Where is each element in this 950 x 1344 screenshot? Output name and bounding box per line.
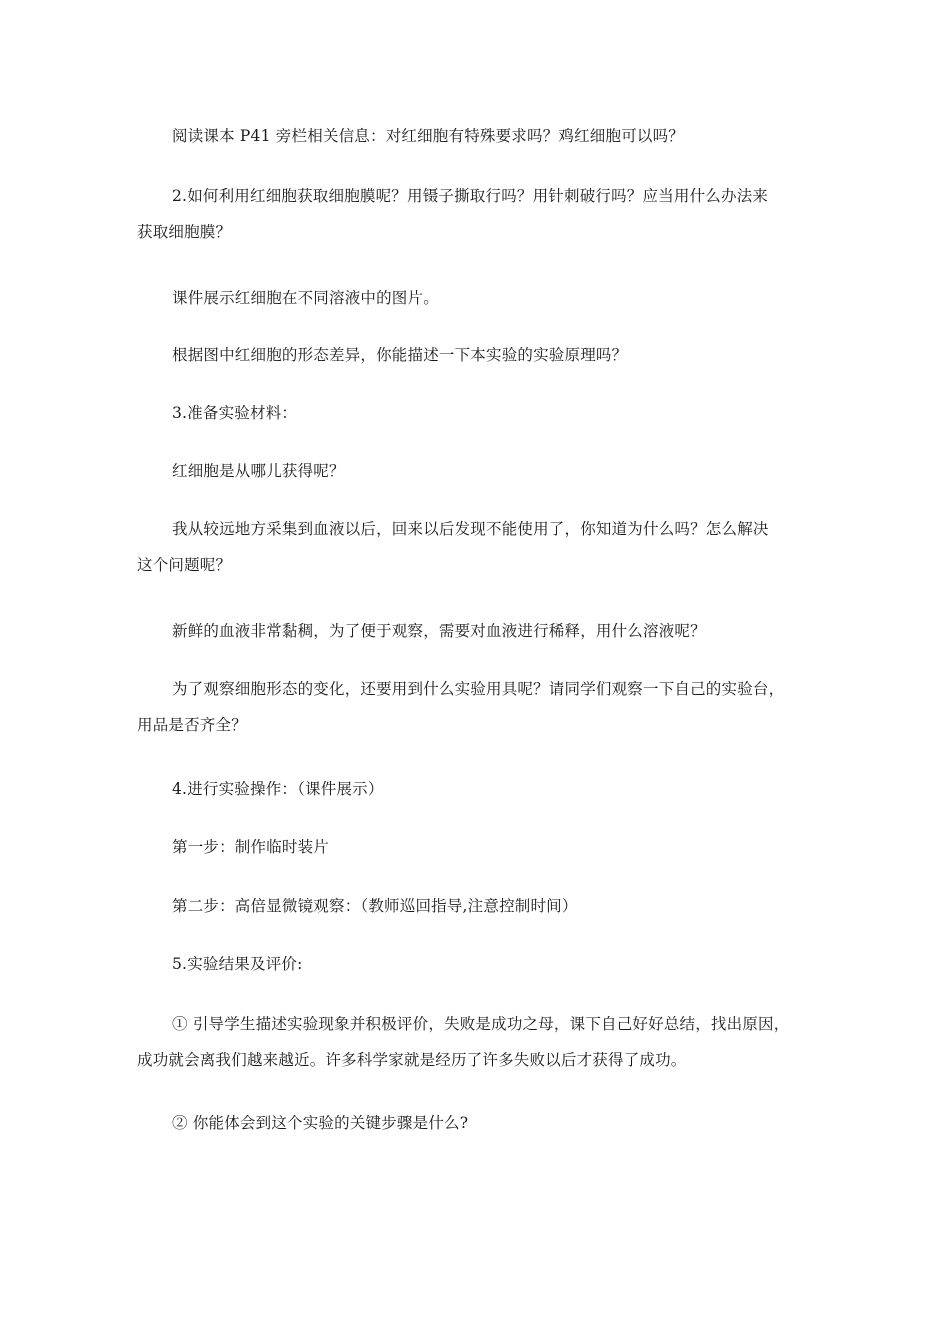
paragraph-principle-question bbox=[137, 337, 837, 373]
paragraph-courseware-display bbox=[137, 280, 837, 316]
paragraph-line: 为了观察细胞形态的变化，还要用到什么实验用具呢？请同学们观察一下自己的实验台， bbox=[172, 680, 785, 698]
paragraph-rbc-source bbox=[137, 453, 837, 489]
paragraph-line: 4.进行实验操作：（课件展示） bbox=[172, 780, 384, 798]
paragraph-line: 阅读课本 P41 旁栏相关信息：对红细胞有特殊要求吗？鸡红细胞可以吗？ bbox=[172, 127, 685, 145]
paragraph-line: 2.如何利用红细胞获取细胞膜呢？用镊子撕取行吗？用针刺破行吗？应当用什么办法来 bbox=[172, 187, 769, 205]
paragraph-step-2 bbox=[137, 888, 837, 924]
paragraph-line: 红细胞是从哪儿获得呢？ bbox=[172, 462, 345, 480]
paragraph-blood-collection bbox=[137, 511, 837, 583]
paragraph-line: 新鲜的血液非常黏稠，为了便于观察，需要对血液进行稀释，用什么溶液呢？ bbox=[172, 622, 706, 640]
paragraph-line: 用品是否齐全？ bbox=[137, 716, 247, 734]
paragraph-line: 这个问题呢？ bbox=[137, 556, 232, 574]
paragraph-line: 5.实验结果及评价: bbox=[172, 955, 303, 973]
paragraph-question-2 bbox=[137, 178, 837, 250]
paragraph-line: ② 你能体会到这个实验的关键步骤是什么? bbox=[172, 1114, 469, 1132]
paragraph-heading-operation bbox=[137, 771, 837, 807]
paragraph-line: 课件展示红细胞在不同溶液中的图片。 bbox=[172, 289, 439, 307]
paragraph-heading-materials bbox=[137, 395, 837, 431]
paragraph-result-item-2 bbox=[137, 1105, 837, 1141]
paragraph-line: 成功就会离我们越来越近。许多科学家就是经历了许多失败以后才获得了成功。 bbox=[137, 1051, 687, 1069]
paragraph-line: 根据图中红细胞的形态差异，你能描述一下本实验的实验原理吗？ bbox=[172, 346, 628, 364]
paragraph-line: 获取细胞膜？ bbox=[137, 223, 232, 241]
paragraph-equipment bbox=[137, 671, 837, 743]
paragraph-line: 3.准备实验材料： bbox=[172, 404, 298, 422]
paragraph-line: 第二步：高倍显微镜观察：（教师巡回指导,注意控制时间） bbox=[172, 897, 578, 915]
paragraph-line: 我从较远地方采集到血液以后，回来以后发现不能使用了，你知道为什么吗？怎么解决 bbox=[172, 520, 769, 538]
paragraph-line: ① 引导学生描述实验现象并积极评价，失败是成功之母，课下自己好好总结，找出原因， bbox=[172, 1015, 790, 1033]
paragraph-heading-results bbox=[137, 946, 837, 982]
paragraph-step-1 bbox=[137, 829, 837, 865]
paragraph-dilution bbox=[137, 613, 837, 649]
paragraph-result-item-1 bbox=[137, 1006, 837, 1078]
paragraph-reading-note bbox=[137, 118, 837, 154]
paragraph-line: 第一步：制作临时装片 bbox=[172, 838, 330, 856]
